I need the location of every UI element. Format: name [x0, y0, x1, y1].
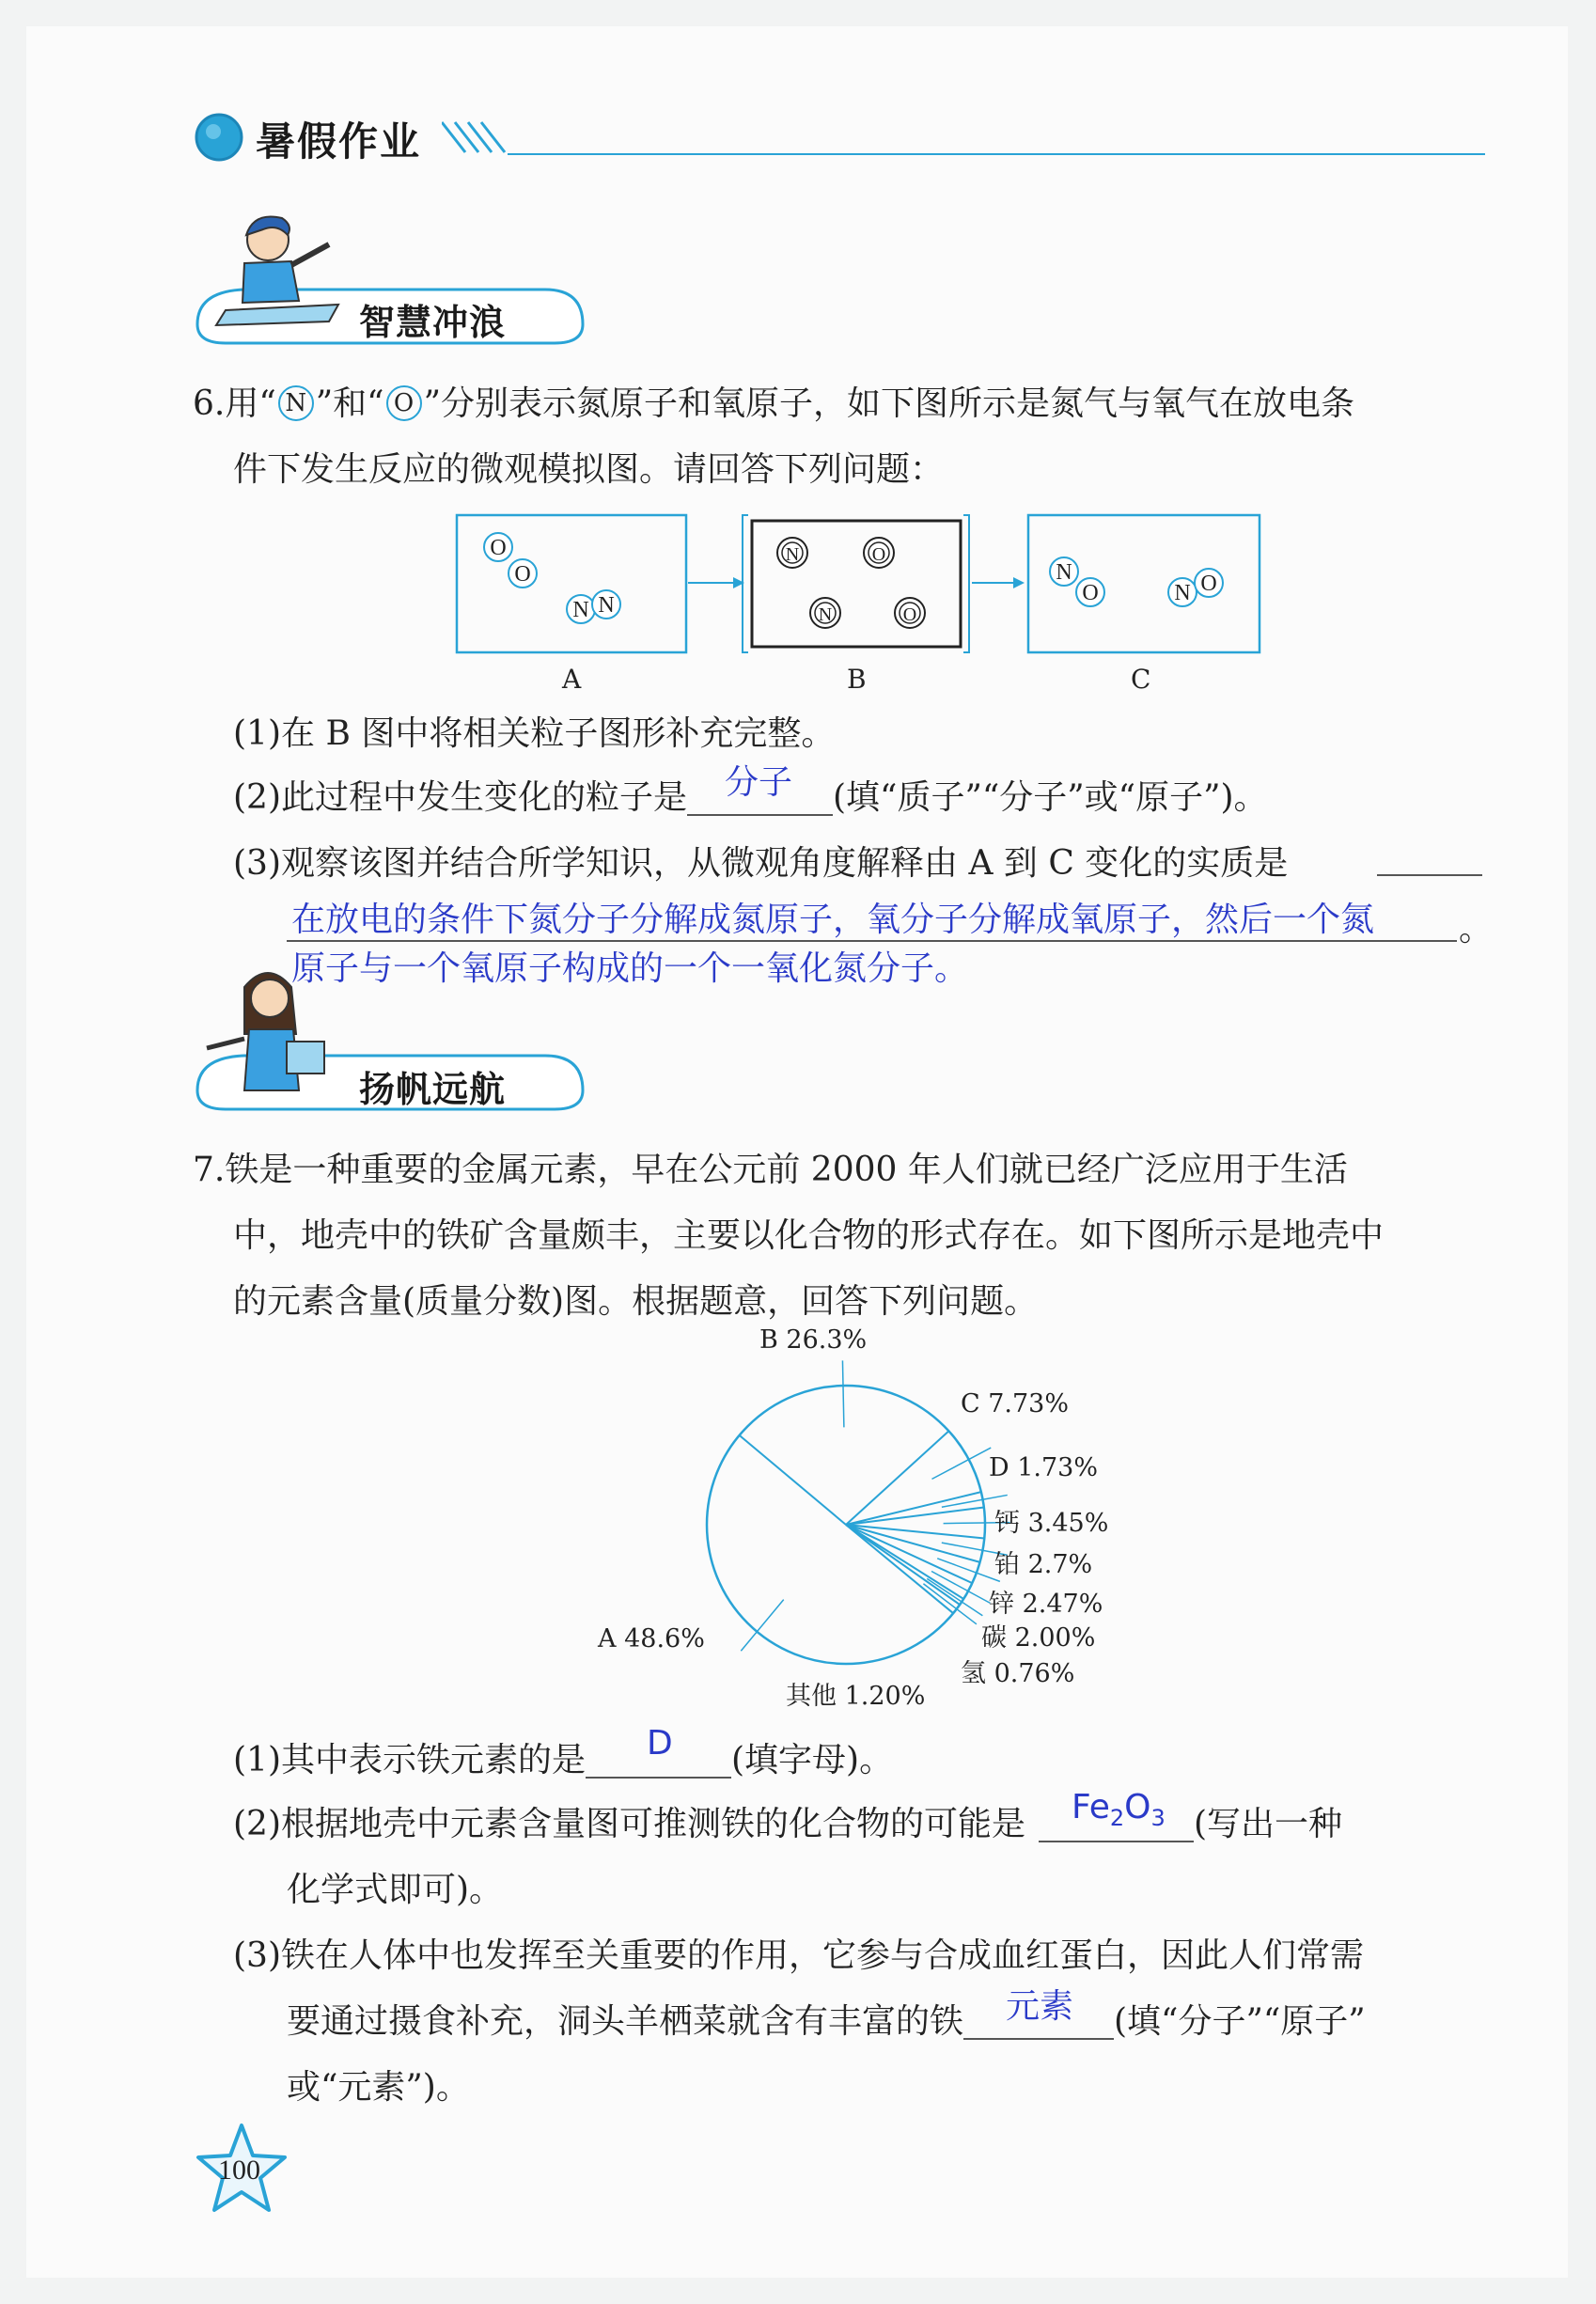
pie-label-a: A 48.6% [598, 1624, 705, 1654]
q7-line3: 的元素含量(质量分数)图。根据题意，回答下列问题。 [233, 1282, 1039, 1321]
q6-sub3: (3)观察该图并结合所学知识，从微观角度解释由 A 到 C 变化的实质是 [233, 844, 1289, 883]
panel-a-n2-molecule [567, 590, 620, 623]
svg-text:O: O [871, 544, 886, 565]
q7-line2: 中，地壳中的铁矿含量颇丰，主要以化合物的形式存在。如下图所示是地壳中 [233, 1216, 1385, 1255]
svg-text:N: N [1056, 560, 1072, 585]
q7-sub1: (1)其中表示铁元素的是 D (填字母)。 [233, 1728, 893, 1794]
panel-label-a: A [562, 664, 582, 695]
pie-label-calcium: 钙 3.45% [994, 1509, 1109, 1538]
panel-a-o2-molecule [484, 533, 537, 588]
svg-text:O: O [1200, 572, 1217, 596]
svg-text:N: N [572, 598, 589, 622]
q7-sub3-line1: (3)铁在人体中也发挥至关重要的作用，它参与合成血红蛋白，因此人们常需 [233, 1936, 1364, 1975]
pie-slice-boundary-B [740, 1435, 846, 1525]
q6-sub2-answer: 分子 [725, 763, 793, 802]
svg-text:O: O [1082, 581, 1099, 605]
q7-sub2: (2)根据地壳中元素含量图可推测铁的化合物的可能是 $Fe_2O_3$ (写出一种 [233, 1792, 1342, 1857]
q6-sub3-answer-line2: 原子与一个氧原子构成的一个一氧化氮分子。 [291, 949, 969, 988]
q6-sub3-period: 。 [1459, 910, 1494, 948]
q6-sub3-blank-start [1377, 874, 1482, 876]
svg-text:N: N [598, 593, 615, 618]
svg-text:O: O [490, 536, 507, 560]
page-number: 100 [218, 2155, 260, 2186]
q7-sub1-blank[interactable] [586, 1724, 731, 1779]
pie-slice-锌 [937, 1559, 1000, 1582]
element-content-pie-chart [564, 1316, 1222, 1720]
header-rule [442, 115, 1494, 162]
panel-c-no-molecule-2 [1168, 569, 1223, 606]
boy-mascot-icon [216, 216, 338, 325]
q7-sub2-line2: 化学式即可)。 [287, 1871, 504, 1909]
section-title-2: 扬帆远航 [359, 1069, 507, 1110]
pie-label-carbon: 碳 2.00% [981, 1623, 1096, 1653]
header-title: 暑假作业 [256, 118, 422, 165]
oxygen-atom-symbol: O [386, 385, 422, 421]
q7-sub3-blank[interactable] [963, 1987, 1114, 2040]
q7-sub1-answer: D [647, 1724, 673, 1763]
pie-label-platinum: 铂 2.7% [994, 1550, 1093, 1579]
svg-text:N: N [785, 544, 800, 565]
panel-b-atoms [777, 538, 925, 628]
pie-label-zinc: 锌 2.47% [989, 1590, 1103, 1619]
q7-sub3-line2: 要通过摄食补充，洞头羊栖菜就含有丰富的铁 元素 (填“分子”“原子” [287, 1989, 1366, 2055]
pie-slice-boundary-铂 [846, 1525, 984, 1538]
svg-text:O: O [514, 562, 531, 587]
svg-text:O: O [902, 604, 917, 625]
q7-number: 7. [193, 1151, 226, 1189]
q6-sub2: (2)此过程中发生变化的粒子是 分子 (填“质子”“分子”或“原子”)。 [233, 765, 1268, 831]
svg-text:N: N [818, 604, 833, 625]
pie-slice-boundary-钙 [846, 1507, 984, 1525]
header-bullet-icon [193, 111, 249, 167]
pie-label-d: D 1.73% [989, 1453, 1099, 1482]
q6-sub1: (1)在 B 图中将相关粒子图形补充完整。 [233, 714, 836, 753]
q7-sub2-answer: $Fe_2O_3$ [1072, 1788, 1166, 1832]
q6-sub2-blank[interactable] [687, 763, 833, 816]
section-title-1: 智慧冲浪 [359, 302, 507, 343]
arrow-right-icon [1013, 577, 1025, 588]
q6-number: 6. [193, 384, 226, 423]
q6-sub3-answer-line1: 在放电的条件下氮分子分解成氮原子，氧分子分解成氧原子，然后一个氮 [291, 901, 1375, 939]
pie-label-b: B 26.3% [759, 1325, 868, 1355]
q7-sub2-blank[interactable] [1039, 1788, 1194, 1842]
pie-label-hydrogen: 氢 0.76% [961, 1659, 1075, 1688]
pie-slice-B [842, 1360, 843, 1427]
pie-slice-boundary-A [846, 1525, 953, 1613]
pie-label-other: 其他 1.20% [786, 1682, 926, 1711]
panel-label-b: B [847, 664, 867, 695]
pie-label-c: C 7.73% [961, 1389, 1070, 1418]
pie-slice-boundary-其他 [846, 1525, 960, 1605]
q6-line2: 件下发生反应的微观模拟图。请回答下列问题： [233, 450, 945, 489]
q7-sub3-line3: 或“元素”)。 [287, 2068, 470, 2107]
nitrogen-atom-symbol: N [278, 385, 314, 421]
pie-slice-A [741, 1600, 783, 1652]
panel-c-no-molecule-1 [1050, 557, 1104, 606]
pie-slice-C [931, 1448, 991, 1479]
svg-text:N: N [1174, 581, 1191, 605]
panel-label-c: C [1131, 664, 1151, 695]
q6-line1: 6.用“ N ”和“ O ”分别表示氮原子和氧原子，如下图所示是氮气与氧气在放电条 [193, 384, 1354, 423]
q7-sub3-answer: 元素 [1006, 1987, 1074, 2026]
q7-line1: 7.铁是一种重要的金属元素，早在公元前 2000 年人们就已经广泛应用于生活 [193, 1151, 1348, 1189]
pie-slice-boundary-D [846, 1492, 981, 1525]
